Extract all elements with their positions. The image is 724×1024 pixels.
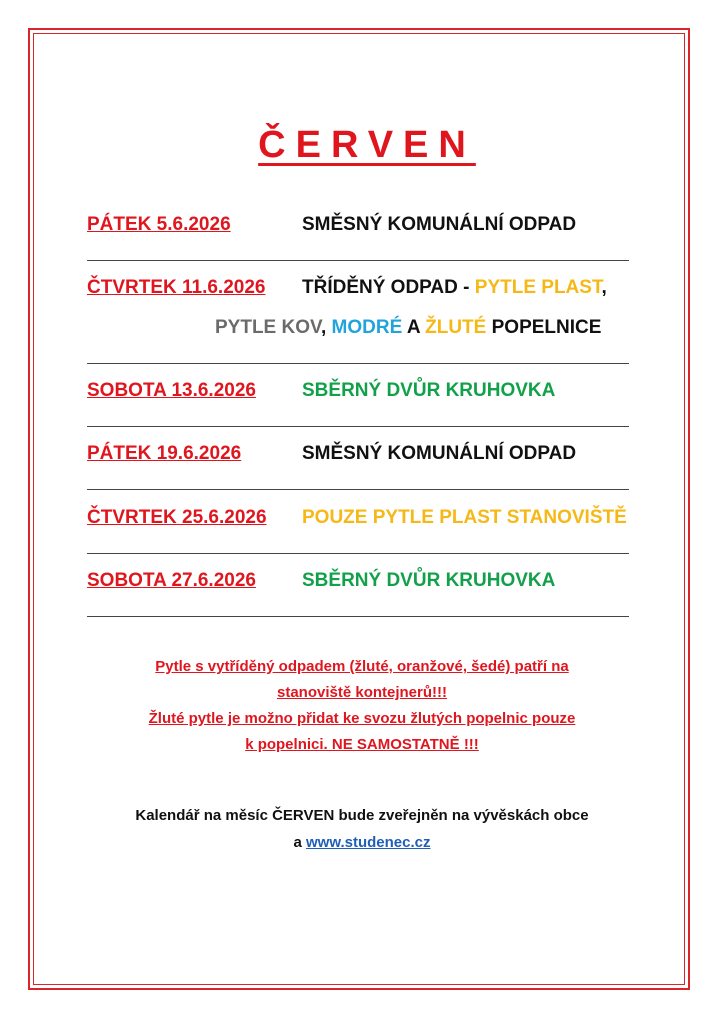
schedule-description-part: PYTLE PLAST [474,277,602,298]
footer-link-prefix: a [293,834,307,851]
row-divider [87,489,629,490]
row-divider [87,260,629,261]
page-title: ČERVEN [258,124,476,166]
row-divider [87,616,629,617]
schedule-description: POUZE PYTLE PLAST STANOVIŠTĚ [302,507,627,528]
schedule-row [0,214,724,244]
schedule-description [302,277,607,299]
schedule-row [0,443,724,473]
schedule-row [0,507,724,537]
schedule-description-part: A [402,317,426,338]
schedule-description: SMĚSNÝ KOMUNÁLNÍ ODPAD [302,443,577,464]
schedule-row [0,570,724,600]
footer-line-link [0,829,724,856]
warning-note [0,654,724,758]
schedule-description-part: SMĚSNÝ KOMUNÁLNÍ ODPAD [302,214,577,235]
schedule-row-continuation [0,317,724,347]
schedule-description-part: TŘÍDĚNÝ ODPAD - [302,277,475,298]
footer-info [0,802,724,856]
schedule-date: ČTVRTEK 25.6.2026 [87,507,267,528]
schedule-description-part: MODRÉ [331,317,403,338]
footer-line: Kalendář na měsíc ČERVEN bude zveřejněn na vývěskách obce [135,807,589,824]
schedule-date: PÁTEK 19.6.2026 [87,443,242,464]
schedule-date: SOBOTA 13.6.2026 [87,380,256,401]
schedule-date: PÁTEK 5.6.2026 [87,214,231,235]
row-divider [87,553,629,554]
schedule-row [0,277,724,307]
row-divider [87,426,629,427]
schedule-description-part: , [320,317,332,338]
schedule-description-part: PYTLE KOV [215,317,321,338]
schedule-description [215,317,601,339]
schedule-description-part: , [601,277,607,298]
schedule-date: SOBOTA 27.6.2026 [87,570,256,591]
schedule-description-part: POPELNICE [486,317,602,338]
schedule-description: SBĚRNÝ DVŮR KRUHOVKA [302,380,556,401]
warning-note-line: stanoviště kontejnerů!!! [276,684,448,701]
website-link[interactable]: www.studenec.cz [306,834,431,851]
schedule-description [302,214,576,236]
schedule-date: ČTVRTEK 11.6.2026 [87,277,266,298]
schedule-description-part: ŽLUTÉ [425,317,487,338]
schedule-description: SBĚRNÝ DVŮR KRUHOVKA [302,570,556,591]
row-divider [87,363,629,364]
warning-note-line: Žluté pytle je možno přidat ke svozu žlutých popelnic pouze [148,710,576,727]
warning-note-line: k popelnici. NE SAMOSTATNĚ !!! [245,736,479,753]
schedule-row [0,380,724,410]
warning-note-line: Pytle s vytříděný odpadem (žluté, oranžové, šedé) patří na [155,658,569,675]
